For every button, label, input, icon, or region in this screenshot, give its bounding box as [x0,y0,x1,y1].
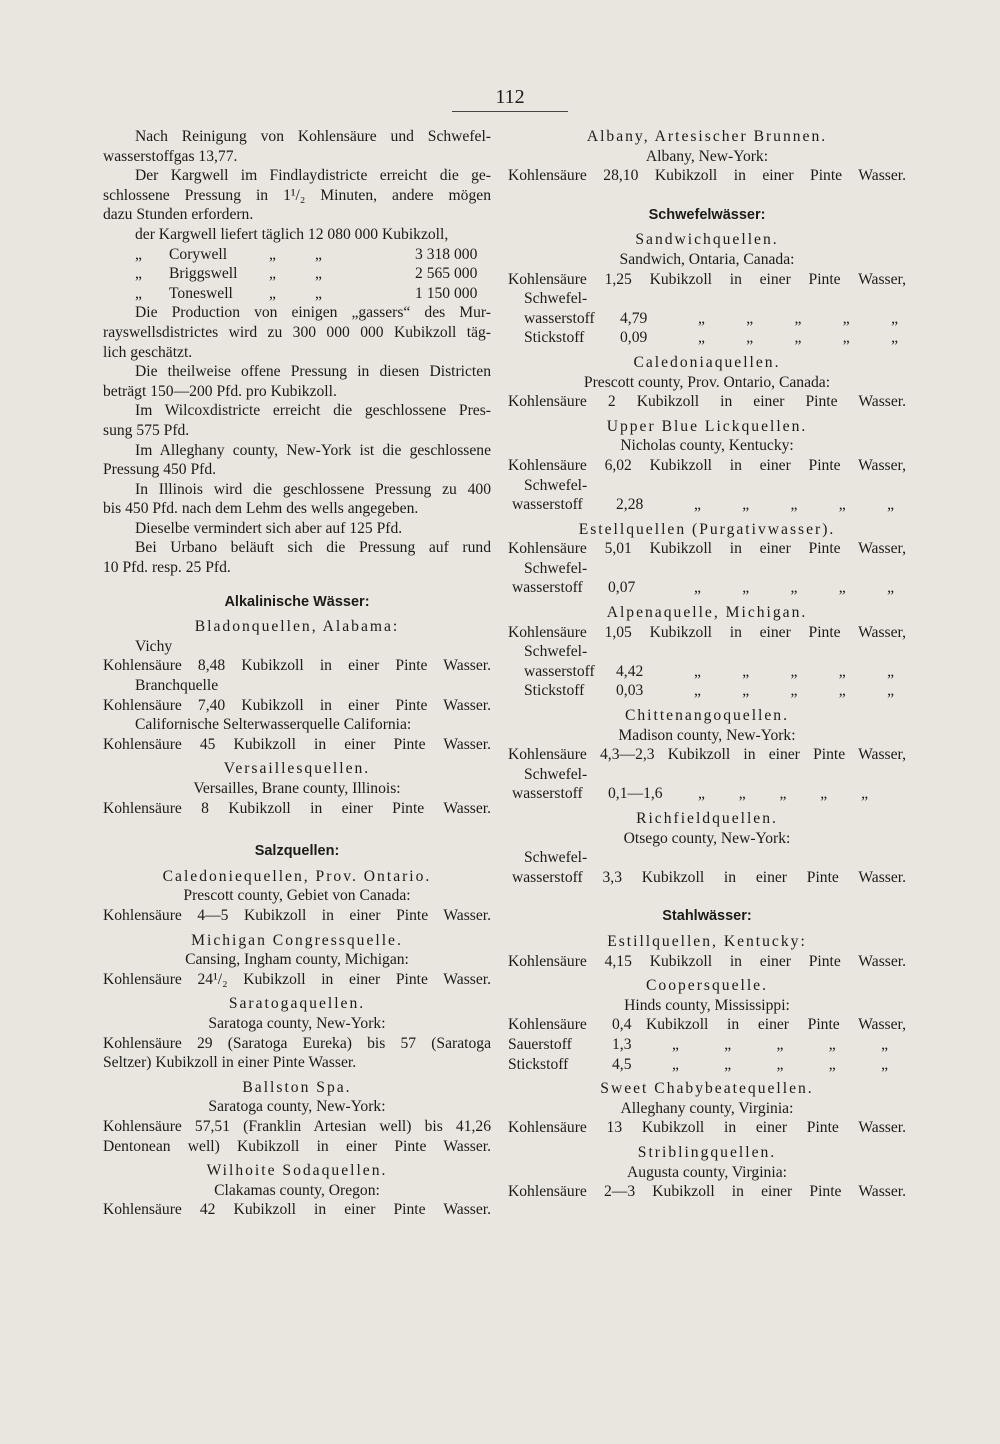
gas-value: 2,28 [616,496,644,514]
ditto-mark: „ [838,496,846,514]
ditto-mark: „ [828,1035,836,1053]
gas-label: Stickstoff [524,682,585,700]
text-line: Dieselbe vermindert sich aber auf 125 Pfd. [135,519,403,537]
spring-title: Sandwichquellen. [635,231,779,249]
text-line: In Illinois wird die geschlossene Pressung zu 400 [135,480,491,498]
spring-location: Clakamas county, Oregon: [214,1181,380,1199]
spring-data: Kohlensäure 45 Kubikzoll in einer Pinte Wasser. [103,735,491,753]
gas-label: Schwefel- [524,643,588,661]
spring-title: Alpenaquelle, Michigan. [606,604,808,622]
spring-subtitle: Californische Selterwasserquelle California: [135,716,412,734]
ditto-mark: „ [742,496,750,514]
gas-value: 0,1—1,6 [608,785,663,803]
ditto-marks [666,578,894,598]
gas-value: 0,09 [620,329,648,347]
ditto-mark: „ [838,682,846,700]
ditto-mark: „ [891,309,898,327]
spring-location: Hinds county, Mississippi: [624,996,790,1014]
gas-row [508,578,906,598]
text-line: Bei Urbano beläuft sich die Pressung auf rund [135,539,491,557]
ditto-mark: „ [887,662,894,680]
spring-title: Richfieldquellen. [636,810,778,827]
ditto-mark: „ [698,329,705,347]
ditto-mark: „ [746,309,754,327]
section-heading-iron: Stahlwässer: [662,908,752,925]
well-value: 3 318 000 [415,245,478,263]
ditto-mark: „ [887,496,894,514]
text-line: Der Kargwell im Findlaydistricte erreicht die ge- [135,167,491,185]
well-name: Toneswell [169,284,233,302]
spring-title: Chittenangoquellen. [624,707,790,725]
spring-subtitle: Vichy [135,637,173,655]
spring-location: Versailles, Brane county, Illinois: [193,780,401,797]
spring-data: Kohlensäure 1,05 Kubikzoll in einer Pinte Wasser, [508,623,906,641]
ditto-mark: „ [694,682,701,700]
ditto-mark: „ [746,329,754,347]
ditto-mark: „ [315,284,322,302]
spring-title: Striblingquellen. [637,1143,777,1161]
spring-data: Kohlensäure 2 Kubikzoll in einer Pinte Wasser. [508,393,906,411]
spring-location: Saratoga county, New-York: [208,1014,386,1032]
gas-row [508,309,906,329]
spring-title: Upper Blue Lickquellen. [606,417,808,435]
spring-location: Alleghany county, Virginia: [620,1099,794,1117]
gas-row [508,1055,906,1075]
gas-label: wasserstoff [512,496,583,514]
ditto-mark: „ [672,1055,679,1073]
spring-location: Madison county, New-York: [618,726,796,744]
ditto-mark: „ [794,309,802,327]
well-name: Corywell [169,245,228,263]
ditto-mark: „ [742,662,750,680]
spring-data: Kohlensäure 8,48 Kubikzoll in einer Pinte Wasser. [103,657,491,675]
spring-data: Kohlensäure 4,15 Kubikzoll in einer Pinte Wasser. [508,952,906,970]
gas-value: 0,03 [616,682,644,700]
intro-line: wasserstoffgas 13,77. [103,147,238,165]
spring-data: Kohlensäure 57,51 (Franklin Artesian well) bis 41,26 [103,1117,491,1135]
ditto-mark: „ [881,1055,888,1073]
ditto-mark: „ [838,662,846,680]
spring-data: Kohlensäure 24¹/₂ Kubikzoll in einer Pinte Wasser. [103,970,491,988]
ditto-mark: „ [861,785,868,803]
ditto-mark: „ [698,785,705,803]
spring-data: Kohlensäure 6,02 Kubikzoll in einer Pinte Wasser, [508,456,906,474]
gas-row [508,681,906,701]
text-line: sung 575 Pfd. [103,421,190,439]
ditto-mark: „ [790,496,798,514]
ditto-marks [652,1035,888,1055]
spring-title: Versaillesquellen. [223,760,371,778]
text-line: dazu Stunden erfordern. [103,206,254,224]
spring-location: Saratoga county, New-York: [208,1098,386,1116]
ditto-mark: „ [269,245,276,263]
ditto-mark: „ [828,1055,836,1073]
ditto-marks [678,784,868,804]
ditto-mark: „ [694,579,701,597]
spring-title: Bladonquellen, Alabama: [194,618,400,636]
spring-title: Estellquellen (Purgativwasser). [578,520,836,538]
ditto-mark: „ [779,785,787,803]
gas-label: Schwefel- [524,849,588,867]
section-heading-sulphur: Schwefelwässer: [648,206,766,223]
ditto-mark: „ [724,1055,732,1073]
spring-data: Kohlensäure 28,10 Kubikzoll in einer Pinte Wasser. [508,167,906,185]
gas-label: Schwefel- [524,290,588,308]
ditto-marks [674,495,894,515]
ditto-mark: „ [738,785,746,803]
ditto-mark: „ [672,1035,679,1053]
spring-data: Kohlensäure 13 Kubikzoll in einer Pinte Wasser. [508,1119,906,1137]
section-heading-salt: Salzquellen: [254,843,340,860]
gas-label: Kohlensäure [508,1016,587,1034]
ditto-mark: „ [881,1035,888,1053]
ditto-mark: „ [269,265,276,283]
spring-title: Ballston Spa. [242,1078,352,1096]
spring-title: Caledoniequellen, Prov. Ontario. [162,867,432,885]
text-line: rayswellsdistrictes wird zu 300 000 000 Kubikzoll täg- [103,323,491,341]
ditto-mark: „ [776,1055,784,1073]
ditto-mark: „ [887,579,894,597]
gas-row [508,1015,906,1035]
well-value: 2 565 000 [415,265,478,283]
gas-value: 4,79 [620,309,648,327]
gas-label: Stickstoff [508,1055,569,1073]
ditto-mark: „ [315,245,322,263]
page-number: 112 [495,86,525,108]
spring-data: Dentonean well) Kubikzoll in einer Pinte Wasser. [103,1137,491,1155]
gas-row [508,1035,906,1055]
gas-row [508,662,906,682]
ditto-mark: „ [315,265,322,283]
spring-data: Seltzer) Kubikzoll in einer Pinte Wasser. [103,1054,357,1072]
gas-label: Schwefel- [524,559,588,577]
text-line: schlossene Pressung in 1¹/₂ Minuten, andere mögen [103,186,491,204]
spring-title: Estillquellen, Kentucky: [607,932,807,950]
text-line: lich geschätzt. [103,343,193,361]
spring-data: Kohlensäure 8 Kubikzoll in einer Pinte Wasser. [103,799,491,817]
text-line: bis 450 Pfd. nach dem Lehm des wells angegeben. [103,500,419,518]
gas-label: Schwefel- [524,476,588,494]
spring-data: wasserstoff 3,3 Kubikzoll in einer Pinte Wasser. [512,868,906,886]
spring-title: Albany, Artesischer Brunnen. [586,128,828,145]
spring-data: Kohlensäure 2—3 Kubikzoll in einer Pinte Wasser. [508,1183,906,1201]
ditto-mark: „ [694,662,701,680]
spring-title: Wilhoite Sodaquellen. [206,1162,388,1180]
gas-label: wasserstoff [512,785,583,803]
text-line: Die Production von einigen „gassers“ des Mur- [135,304,491,322]
spring-location: Cansing, Ingham county, Michigan: [185,951,409,969]
gas-label: wasserstoff [524,662,595,680]
gas-row [508,784,906,804]
spring-title: Sweet Chabybeatequellen. [600,1080,814,1098]
gas-label: wasserstoff [524,309,595,327]
text-line: beträgt 150—200 Pfd. pro Kubikzoll. [103,382,337,400]
ditto-mark: „ [842,329,850,347]
spring-location: Sandwich, Ontaria, Canada: [619,250,795,268]
ditto-marks [678,328,898,348]
ditto-mark: „ [891,329,898,347]
ditto-mark: „ [820,785,828,803]
spring-data: Kohlensäure 42 Kubikzoll in einer Pinte Wasser. [103,1201,491,1219]
ditto-mark: „ [135,284,142,302]
spring-data: Kohlensäure 1,25 Kubikzoll in einer Pinte Wasser, [508,270,906,288]
ditto-mark: „ [794,329,802,347]
wells-line: der Kargwell liefert täglich 12 080 000 Kubikzoll, [135,225,449,243]
spring-title: Caledoniaquellen. [633,353,781,371]
spring-location: Prescott county, Prov. Ontario, Canada: [583,373,831,391]
well-name: Briggswell [169,265,238,283]
text-line: Im Alleghany county, New-York ist die geschlossene [135,441,491,459]
intro-line: Nach Reinigung von Kohlensäure und Schwefel- [135,128,491,145]
text-line: Pressung 450 Pfd. [103,461,217,479]
text-line: Im Wilcoxdistricte erreicht die geschlossene Pres- [135,402,491,420]
spring-title: Saratogaquellen. [228,995,366,1013]
gas-rest: Kubikzoll in einer Pinte Wasser, [646,1016,906,1034]
gas-value: 1,3 [612,1035,632,1053]
spring-data: Kohlensäure 4,3—2,3 Kubikzoll in einer Pinte Wasser, [508,746,906,764]
left-column [103,127,491,1220]
text-line: 10 Pfd. resp. 25 Pfd. [103,559,231,577]
ditto-mark: „ [742,579,750,597]
gas-value: 4,5 [612,1055,632,1073]
ditto-marks [674,681,894,701]
ditto-mark: „ [790,682,798,700]
ditto-mark: „ [776,1035,784,1053]
ditto-mark: „ [790,662,798,680]
ditto-mark: „ [838,579,846,597]
spring-data: Kohlensäure 4—5 Kubikzoll in einer Pinte Wasser. [103,906,491,924]
gas-value: 0,4 [612,1016,632,1034]
ditto-mark: „ [724,1035,732,1053]
gas-value: 4,42 [616,662,644,680]
ditto-mark: „ [694,496,701,514]
gas-label: Stickstoff [524,329,585,347]
spring-title: Michigan Congressquelle. [191,931,403,949]
spring-subtitle: Branchquelle [135,677,219,695]
gas-row [508,495,906,515]
ditto-mark: „ [135,265,142,283]
spring-data: Kohlensäure 5,01 Kubikzoll in einer Pinte Wasser, [508,540,906,558]
ditto-mark: „ [742,682,750,700]
section-heading-alkaline: Alkalinische Wässer: [224,593,370,610]
spring-location: Albany, New-York: [645,147,769,165]
spring-data: Kohlensäure 7,40 Kubikzoll in einer Pinte Wasser. [103,696,491,714]
spring-location: Augusta county, Virginia: [627,1163,787,1181]
wells-table [103,245,491,304]
gas-label: Schwefel- [524,765,588,783]
well-value: 1 150 000 [415,284,478,302]
ditto-mark: „ [269,284,276,302]
spring-location: Otsego county, New-York: [623,829,791,847]
gas-value: 0,07 [608,579,636,597]
gas-label: wasserstoff [512,579,583,597]
spring-title: Coopersquelle. [646,977,768,995]
ditto-marks [678,309,898,329]
text-line: Die theilweise offene Pressung in diesen Districten [135,363,491,381]
ditto-mark: „ [887,682,894,700]
spring-data: Kohlensäure 29 (Saratoga Eureka) bis 57 (Saratoga [103,1034,491,1052]
spring-location: Prescott county, Gebiet von Canada: [183,887,411,905]
ditto-marks [674,662,894,682]
spring-location: Nicholas county, Kentucky: [620,437,794,455]
gas-label: Sauerstoff [508,1035,572,1053]
page-number-rule [452,111,568,112]
gas-row [508,328,906,348]
ditto-mark: „ [698,309,705,327]
ditto-mark: „ [790,579,798,597]
ditto-mark: „ [842,309,850,327]
ditto-marks [652,1055,888,1075]
ditto-mark: „ [135,245,142,263]
right-column [508,127,906,1202]
